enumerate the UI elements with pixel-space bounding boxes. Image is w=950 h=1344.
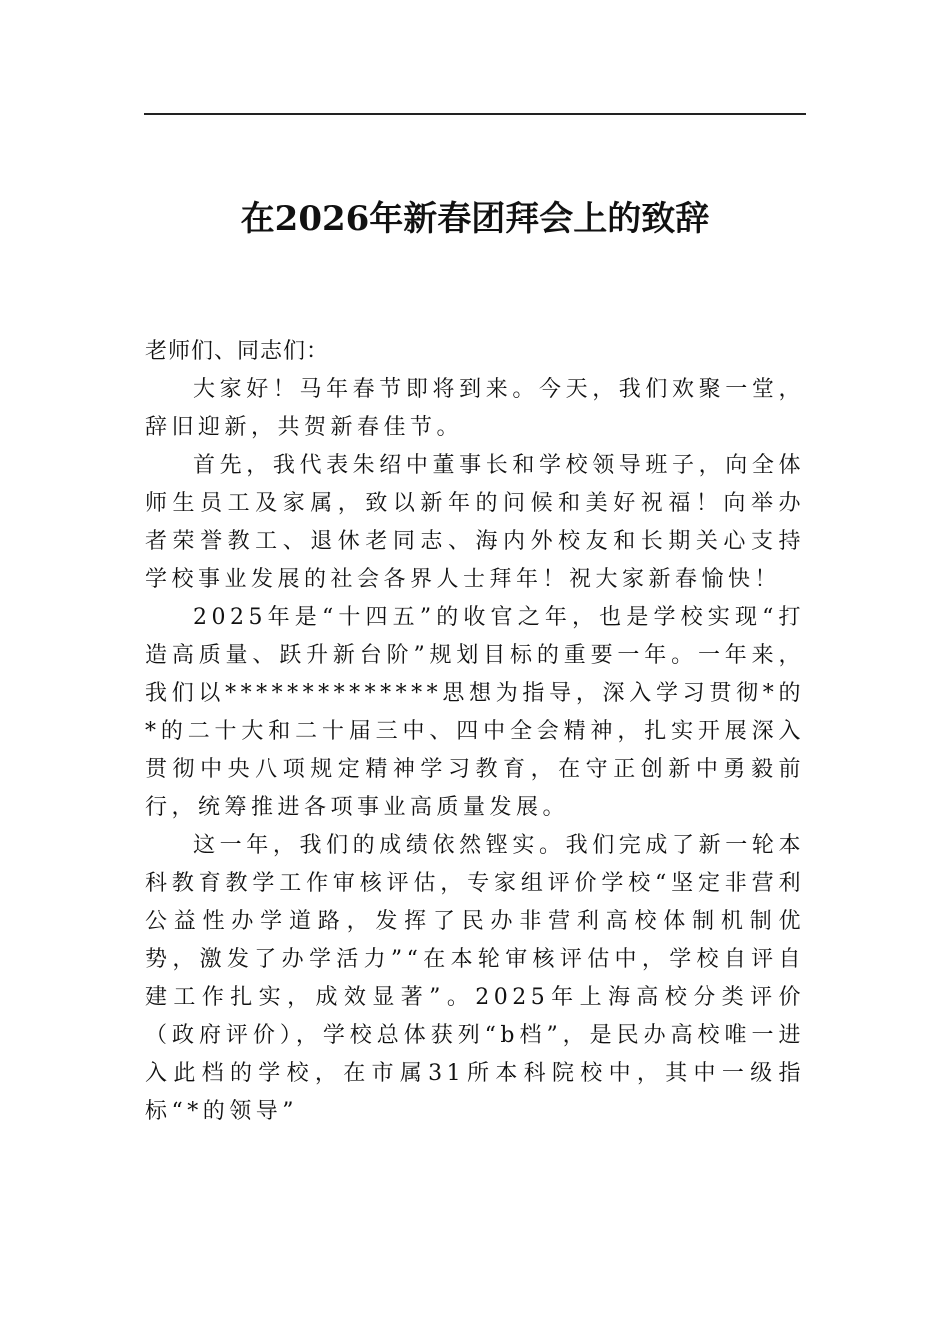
paragraph: 首先，我代表朱绍中董事长和学校领导班子，向全体师生员工及家属，致以新年的问候和美好祝福！向举办者荣誉教工、退休老同志、海内外校友和长期关心支持学校事业发展的社会各界人士拜年！祝大家新春愉快！ <box>145 453 805 592</box>
paragraph: 这一年，我们的成绩依然铿实。我们完成了新一轮本科教育教学工作审核评估，专家组评价学校“坚定非营利公益性办学道路，发挥了民办非营利高校体制机制优势，激发了办学活力”“在本轮审核评估中，学校自评自建工作扎实，成效显著”。2025年上海高校分类评价（政府评价），学校总体获列“b档”，是民办高校唯一进入此档的学校，在市属31所本科院校中，其中一级指标“*的领导” <box>145 833 805 1124</box>
document-title: 在2026年新春团拜会上的致辞 <box>240 199 710 239</box>
paragraph: 2025年是“十四五”的收官之年，也是学校实现“打造高质量、跃升新台阶”规划目标的重要一年。一年来，我们以**************思想为指导，深入学习贯彻*的*的二十大和二十届三中、四中全会精神，扎实开展深入贯彻中央八项规定精神学习教育，在守正创新中勇毅前行，统筹推进各项事业高质量发展。 <box>145 605 805 820</box>
paragraph: 大家好！马年春节即将到来。今天，我们欢聚一堂，辞旧迎新，共贺新春佳节。 <box>145 377 805 440</box>
salutation: 老师们、同志们： <box>145 339 330 364</box>
document-body <box>145 333 805 1131</box>
header-rule <box>144 113 806 115</box>
